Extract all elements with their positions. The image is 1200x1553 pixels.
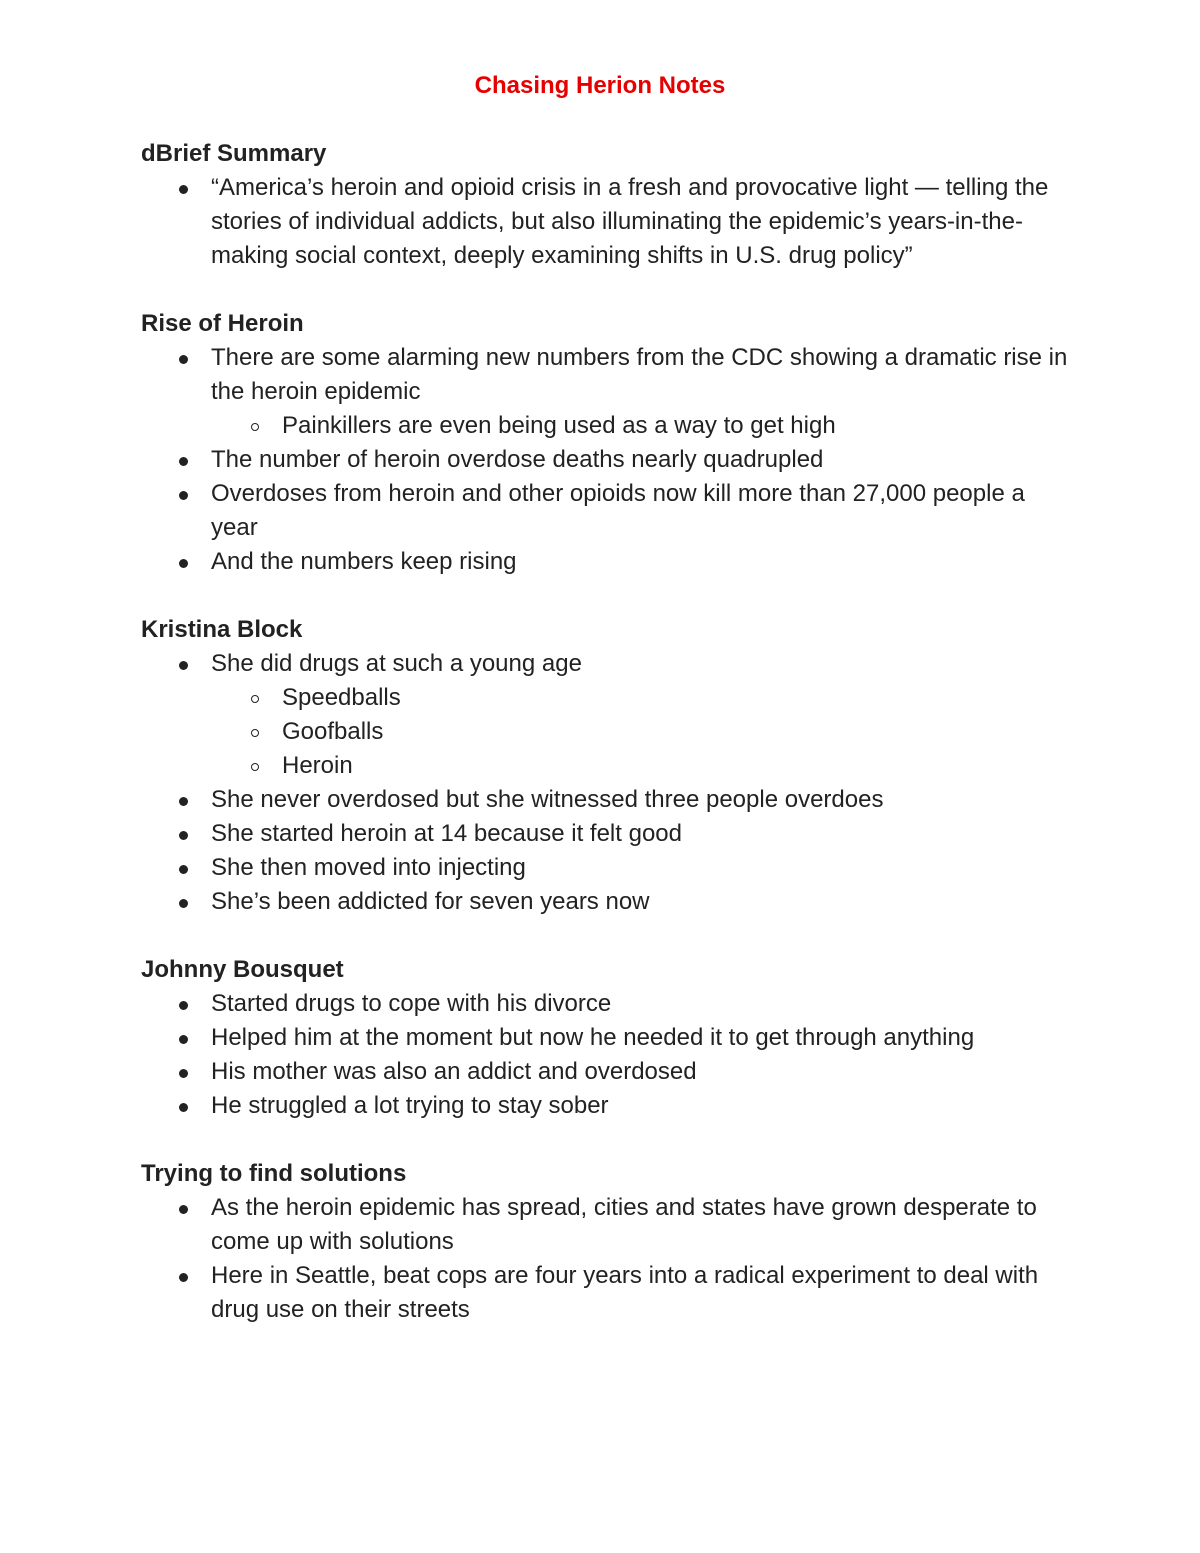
list-item bbox=[141, 1021, 1071, 1055]
filled-bullet-icon bbox=[179, 457, 188, 466]
filled-bullet-icon bbox=[179, 865, 188, 874]
filled-bullet-icon bbox=[179, 899, 188, 908]
list-item-text: Here in Seattle, beat cops are four years into a radical experiment to deal with drug use on their streets bbox=[211, 1262, 1039, 1323]
section-heading: Kristina Block bbox=[141, 616, 303, 643]
sub-list-item bbox=[211, 749, 1071, 783]
list-item bbox=[141, 1259, 1071, 1327]
list-item bbox=[141, 443, 1071, 477]
sub-bullet-list bbox=[211, 681, 1071, 783]
section bbox=[141, 953, 1071, 1123]
list-item bbox=[141, 817, 1071, 851]
filled-bullet-icon bbox=[179, 355, 188, 364]
section bbox=[141, 1157, 1071, 1327]
list-item-text: Helped him at the moment but now he needed it to get through anything bbox=[211, 1024, 975, 1051]
section bbox=[141, 307, 1071, 579]
bullet-list bbox=[141, 987, 1071, 1123]
filled-bullet-icon bbox=[179, 831, 188, 840]
filled-bullet-icon bbox=[179, 797, 188, 806]
sub-list-item bbox=[211, 409, 1071, 443]
list-item bbox=[141, 545, 1071, 579]
filled-bullet-icon bbox=[179, 1035, 188, 1044]
filled-bullet-icon bbox=[179, 1103, 188, 1112]
list-item-text: “America’s heroin and opioid crisis in a fresh and provocative light — telling the stories of individual addicts, but also illuminating the epidemic’s years-in-the-making social context, deeply examining shifts in U.S. drug policy” bbox=[211, 174, 1049, 269]
list-item-text: She started heroin at 14 because it felt good bbox=[211, 820, 682, 847]
document-body bbox=[141, 137, 1071, 1327]
list-item-text: She then moved into injecting bbox=[211, 854, 526, 881]
list-item-text: She never overdosed but she witnessed three people overdoes bbox=[211, 786, 884, 813]
sub-list-container bbox=[141, 681, 1071, 783]
list-item-text: The number of heroin overdose deaths nearly quadrupled bbox=[211, 446, 824, 473]
list-item bbox=[141, 1089, 1071, 1123]
filled-bullet-icon bbox=[179, 491, 188, 500]
document-title: Chasing Herion Notes bbox=[474, 72, 726, 99]
list-item-text: And the numbers keep rising bbox=[211, 548, 517, 575]
bullet-list bbox=[141, 647, 1071, 919]
sub-list-item-text: Goofballs bbox=[282, 718, 384, 745]
sub-list-container bbox=[141, 409, 1071, 443]
filled-bullet-icon bbox=[179, 1273, 188, 1282]
hollow-bullet-icon bbox=[251, 695, 259, 703]
list-item-text: She’s been addicted for seven years now bbox=[211, 888, 650, 915]
list-item bbox=[141, 1055, 1071, 1089]
filled-bullet-icon bbox=[179, 661, 188, 670]
filled-bullet-icon bbox=[179, 559, 188, 568]
section-heading: dBrief Summary bbox=[141, 140, 327, 167]
section bbox=[141, 613, 1071, 919]
list-item bbox=[141, 987, 1071, 1021]
list-item bbox=[141, 885, 1071, 919]
hollow-bullet-icon bbox=[251, 423, 259, 431]
section-heading: Rise of Heroin bbox=[141, 310, 304, 337]
list-item-text: She did drugs at such a young age bbox=[211, 650, 582, 677]
list-item bbox=[141, 1191, 1071, 1259]
list-item-text: As the heroin epidemic has spread, cities and states have grown desperate to come up with solutions bbox=[211, 1194, 1037, 1255]
list-item bbox=[141, 851, 1071, 885]
document-page bbox=[141, 68, 1071, 1361]
sub-list-item-text: Heroin bbox=[282, 752, 353, 779]
hollow-bullet-icon bbox=[251, 729, 259, 737]
bullet-list bbox=[141, 171, 1071, 273]
sub-list-item-text: Painkillers are even being used as a way to get high bbox=[282, 412, 836, 439]
list-item-text: He struggled a lot trying to stay sober bbox=[211, 1092, 609, 1119]
list-item-text: There are some alarming new numbers from the CDC showing a dramatic rise in the heroin epidemic bbox=[211, 344, 1068, 405]
sub-list-item-text: Speedballs bbox=[282, 684, 401, 711]
list-item-text: Started drugs to cope with his divorce bbox=[211, 990, 612, 1017]
list-item bbox=[141, 647, 1071, 681]
list-item bbox=[141, 477, 1071, 545]
hollow-bullet-icon bbox=[251, 763, 259, 771]
list-item-text: His mother was also an addict and overdosed bbox=[211, 1058, 697, 1085]
filled-bullet-icon bbox=[179, 1001, 188, 1010]
sub-bullet-list bbox=[211, 409, 1071, 443]
list-item bbox=[141, 171, 1071, 273]
filled-bullet-icon bbox=[179, 185, 188, 194]
bullet-list bbox=[141, 341, 1071, 579]
section-heading: Trying to find solutions bbox=[141, 1160, 407, 1187]
list-item-text: Overdoses from heroin and other opioids now kill more than 27,000 people a year bbox=[211, 480, 1025, 541]
sub-list-item bbox=[211, 715, 1071, 749]
list-item bbox=[141, 783, 1071, 817]
section bbox=[141, 137, 1071, 273]
filled-bullet-icon bbox=[179, 1069, 188, 1078]
filled-bullet-icon bbox=[179, 1205, 188, 1214]
sub-list-item bbox=[211, 681, 1071, 715]
section-heading: Johnny Bousquet bbox=[141, 956, 344, 983]
bullet-list bbox=[141, 1191, 1071, 1327]
list-item bbox=[141, 341, 1071, 409]
